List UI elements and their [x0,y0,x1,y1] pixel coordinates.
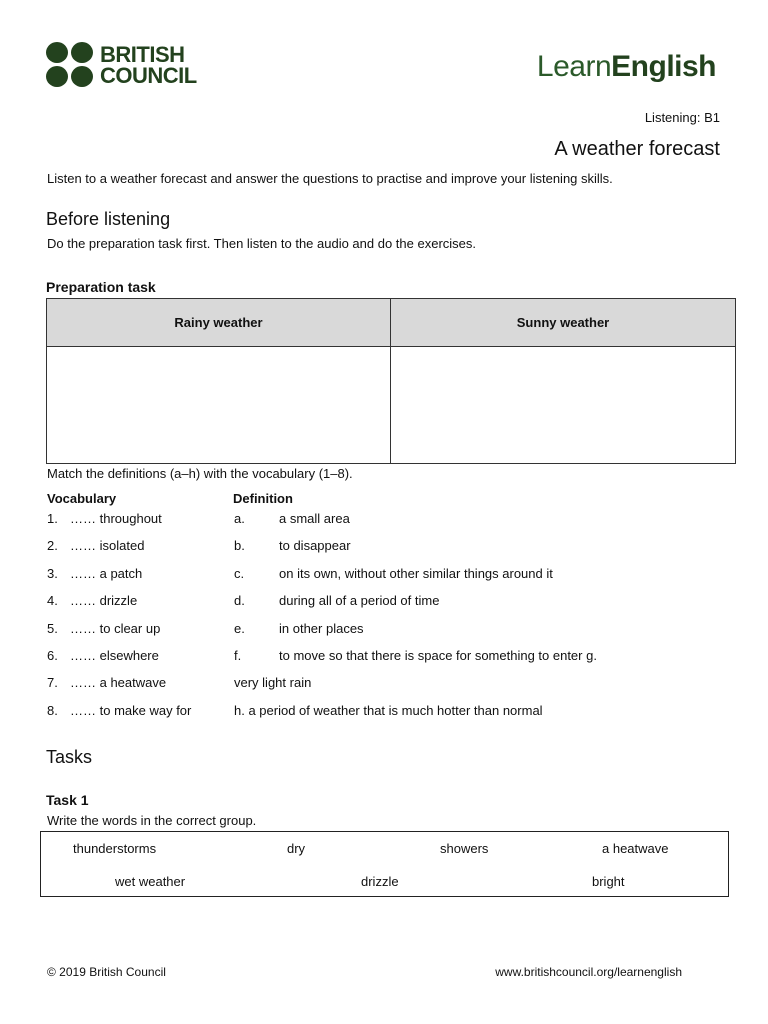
vocab-term[interactable]: …… to clear up [70,620,161,636]
before-listening-description: Do the preparation task first. Then listen to the audio and do the exercises. [47,236,477,251]
vocab-term[interactable]: …… a heatwave [70,675,167,691]
definition-column-header: Definition [233,491,293,506]
footer-url[interactable]: www.britishcouncil.org/learnenglish [495,965,682,979]
word-item: showers [440,841,489,856]
definition-text: during all of a period of time [279,593,440,609]
preparation-table [46,298,736,464]
word-item: a heatwave [602,841,669,856]
sunny-weather-header: Sunny weather [391,299,735,347]
definition-letter: d. [234,593,245,609]
learnenglish-logo: LearnEnglish [536,50,716,83]
vocab-term[interactable]: …… isolated [70,538,145,554]
vocab-term[interactable]: …… elsewhere [70,648,159,663]
vocab-term[interactable]: …… a patch [70,565,143,581]
vocab-number: 1. [47,511,58,526]
sunny-weather-cell[interactable] [391,347,735,463]
vocab-number: 2. [47,538,58,554]
definition-letter: b. [234,538,245,554]
definition-text: on its own, without other similar things around it [279,565,553,581]
vocab-term[interactable]: …… to make way for [70,702,192,718]
rainy-weather-header: Rainy weather [47,299,391,347]
definition-text: to disappear [279,538,351,554]
task1-heading: Task 1 [46,792,89,808]
british-council-dots-icon [46,42,94,88]
vocab-number: 3. [47,565,58,581]
vocab-number: 5. [47,620,58,636]
word-item: drizzle [361,874,399,889]
definition-text: a small area [279,511,350,526]
vocab-term[interactable]: …… drizzle [70,593,138,609]
page-title: A weather forecast [554,138,720,160]
definition-letter: c. [234,565,245,581]
definition-text: to move so that there is space for something to enter g. [279,648,597,663]
vocab-number: 7. [47,675,58,691]
british-council-logo [46,42,197,88]
task1-description: Write the words in the correct group. [47,813,257,828]
definition-letter: f. [234,648,242,663]
vocabulary-column-header: Vocabulary [47,491,117,506]
word-box [40,831,729,897]
matching-row [0,566,768,586]
matching-row [0,511,768,531]
word-item: wet weather [115,874,186,889]
word-item: bright [592,874,625,889]
matching-row [0,648,768,668]
british-council-wordmark: BRITISH COUNCIL [100,42,197,88]
definition-letter: a. [234,511,245,526]
matching-row [0,621,768,641]
tasks-heading: Tasks [46,747,93,767]
footer-copyright: © 2019 British Council [47,965,166,979]
level-label: Listening: B1 [644,110,720,125]
definition-text: very light rain [234,675,312,691]
definition-text: in other places [279,620,364,636]
word-item: dry [287,841,306,856]
vocab-number: 6. [47,648,58,663]
intro-text: Listen to a weather forecast and answer the questions to practise and improve your listening skills. [47,171,613,186]
before-listening-heading: Before listening [46,209,171,229]
vocab-term[interactable]: …… throughout [70,511,162,526]
matching-row [0,538,768,558]
vocab-number: 8. [47,702,58,718]
matching-row [0,593,768,613]
definition-letter: e. [234,620,245,636]
preparation-task-heading: Preparation task [46,279,156,295]
word-item: thunderstorms [73,841,157,856]
rainy-weather-cell[interactable] [47,347,391,463]
matching-row [0,703,768,723]
vocab-number: 4. [47,593,58,609]
matching-instruction: Match the definitions (a–h) with the vocabulary (1–8). [47,466,353,481]
matching-row [0,675,768,695]
definition-text: h. a period of weather that is much hotter than normal [234,702,543,718]
